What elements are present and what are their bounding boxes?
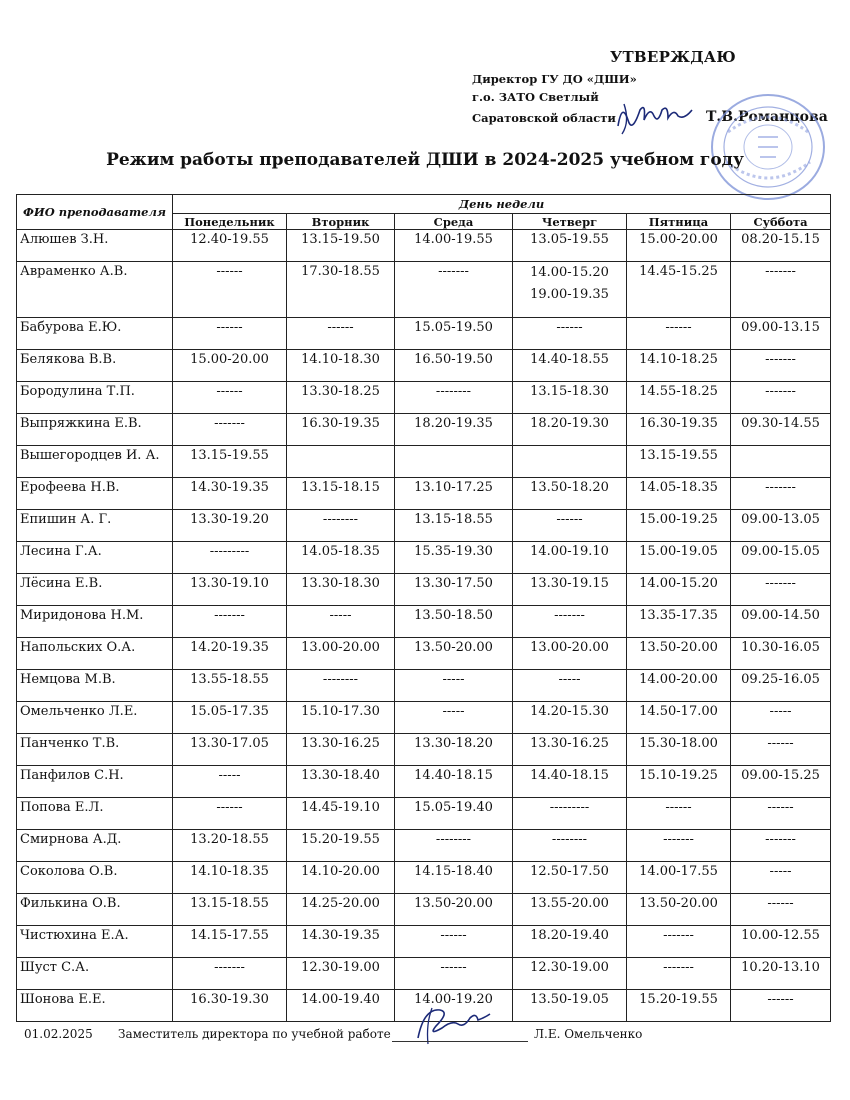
- schedule-cell: 13.50-20.00: [627, 638, 731, 670]
- schedule-cell: -----: [173, 766, 287, 798]
- schedule-cell: -------: [173, 606, 287, 638]
- schedule-cell: 09.00-15.05: [731, 542, 831, 574]
- header-day-sat: Суббота: [731, 214, 831, 230]
- schedule-cell: 09.00-15.25: [731, 766, 831, 798]
- schedule-cell: 12.40-19.55: [173, 230, 287, 262]
- teacher-name: Шонова Е.Е.: [17, 990, 173, 1022]
- schedule-cell: ------: [395, 958, 513, 990]
- table-row: [17, 478, 831, 510]
- table-row: [17, 702, 831, 734]
- schedule-cell: 13.00-20.00: [513, 638, 627, 670]
- schedule-cell: 12.30-19.00: [513, 958, 627, 990]
- schedule-cell: -----: [513, 670, 627, 702]
- approval-line-2: г.о. ЗАТО Светлый: [472, 90, 599, 104]
- table-row: [17, 638, 831, 670]
- schedule-cell-line: 19.00-19.35: [530, 287, 609, 302]
- schedule-cell: --------: [513, 830, 627, 862]
- schedule-cell: 18.20-19.30: [513, 414, 627, 446]
- schedule-cell: 13.10-17.25: [395, 478, 513, 510]
- schedule-cell: 08.20-15.15: [731, 230, 831, 262]
- schedule-cell: ------: [287, 318, 395, 350]
- schedule-cell: 15.20-19.55: [287, 830, 395, 862]
- schedule-cell: 10.20-13.10: [731, 958, 831, 990]
- header-day-tue: Вторник: [287, 214, 395, 230]
- schedule-cell: 15.05-19.50: [395, 318, 513, 350]
- table-row: [17, 734, 831, 766]
- header-fio: ФИО преподавателя: [17, 195, 173, 230]
- schedule-cell: 09.00-13.15: [731, 318, 831, 350]
- schedule-cell: 13.50-20.00: [395, 894, 513, 926]
- schedule-cell: -------: [731, 382, 831, 414]
- schedule-cell: 15.05-19.40: [395, 798, 513, 830]
- schedule-cell: 13.50-19.05: [513, 990, 627, 1022]
- schedule-cell: 13.15-19.55: [627, 446, 731, 478]
- teacher-name: Миридонова Н.М.: [17, 606, 173, 638]
- schedule-cell: -------: [731, 478, 831, 510]
- schedule-cell: 14.00-19.20: [395, 990, 513, 1022]
- teacher-name: Немцова М.В.: [17, 670, 173, 702]
- schedule-cell: 13.20-18.55: [173, 830, 287, 862]
- schedule-cell: -------: [627, 926, 731, 958]
- schedule-cell: 13.30-17.50: [395, 574, 513, 606]
- schedule-cell: 15.00-19.05: [627, 542, 731, 574]
- schedule-cell: 14.25-20.00: [287, 894, 395, 926]
- table-row: [17, 606, 831, 638]
- schedule-cell: 13.30-19.10: [173, 574, 287, 606]
- schedule-cell: 13.30-17.05: [173, 734, 287, 766]
- schedule-cell: 13.30-19.15: [513, 574, 627, 606]
- schedule-cell: 14.10-20.00: [287, 862, 395, 894]
- schedule-cell: 14.10-18.30: [287, 350, 395, 382]
- table-row: [17, 574, 831, 606]
- schedule-cell: 14.30-19.35: [173, 478, 287, 510]
- schedule-cell: 14.00-19.10: [513, 542, 627, 574]
- schedule-cell: 13.50-18.50: [395, 606, 513, 638]
- table-row: [17, 830, 831, 862]
- schedule-cell: ------: [731, 990, 831, 1022]
- schedule-cell: 14.00-19.40: [287, 990, 395, 1022]
- schedule-cell: [395, 446, 513, 478]
- schedule-cell: 09.30-14.55: [731, 414, 831, 446]
- schedule-cell: 13.55-18.55: [173, 670, 287, 702]
- schedule-cell: 13.55-20.00: [513, 894, 627, 926]
- schedule-cell: 14.55-18.25: [627, 382, 731, 414]
- schedule-cell: 13.15-18.15: [287, 478, 395, 510]
- teacher-name: Лёсина Е.В.: [17, 574, 173, 606]
- schedule-cell: -----: [287, 606, 395, 638]
- schedule-cell: 13.50-18.20: [513, 478, 627, 510]
- schedule-cell: 14.20-15.30: [513, 702, 627, 734]
- schedule-cell: -------: [173, 414, 287, 446]
- schedule-cell: ---------: [513, 798, 627, 830]
- header-day-fri: Пятница: [627, 214, 731, 230]
- schedule-cell: 14.05-18.35: [287, 542, 395, 574]
- teacher-name: Бабурова Е.Ю.: [17, 318, 173, 350]
- table-row: [17, 894, 831, 926]
- table-row: [17, 670, 831, 702]
- teacher-name: Напольских О.А.: [17, 638, 173, 670]
- teacher-name: Панченко Т.В.: [17, 734, 173, 766]
- schedule-cell: 15.20-19.55: [627, 990, 731, 1022]
- schedule-cell: -------: [731, 350, 831, 382]
- schedule-cell: 13.15-18.30: [513, 382, 627, 414]
- teacher-name: Выпряжкина Е.В.: [17, 414, 173, 446]
- signature-line: [392, 1041, 528, 1042]
- teacher-name: Филькина О.В.: [17, 894, 173, 926]
- schedule-cell: 13.30-18.30: [287, 574, 395, 606]
- header-weekday: День недели: [173, 195, 831, 214]
- schedule-cell: ------: [173, 318, 287, 350]
- schedule-cell: 16.30-19.30: [173, 990, 287, 1022]
- schedule-cell: 13.05-19.55: [513, 230, 627, 262]
- schedule-cell: 16.30-19.35: [627, 414, 731, 446]
- schedule-cell: 14.00-15.20: [627, 574, 731, 606]
- schedule-cell: 15.00-20.00: [627, 230, 731, 262]
- table-row: [17, 958, 831, 990]
- teacher-name: Омельченко Л.Е.: [17, 702, 173, 734]
- schedule-cell: ------: [627, 798, 731, 830]
- teacher-name: Алюшев З.Н.: [17, 230, 173, 262]
- schedule-cell: 09.00-14.50: [731, 606, 831, 638]
- schedule-cell: 15.00-19.25: [627, 510, 731, 542]
- schedule-cell: -------: [731, 830, 831, 862]
- schedule-cell: 13.35-17.35: [627, 606, 731, 638]
- schedule-cell: 17.30-18.55: [287, 262, 395, 318]
- schedule-cell-line: 14.00-15.20: [530, 265, 609, 280]
- table-row: [17, 862, 831, 894]
- schedule-cell: -------: [731, 262, 831, 318]
- schedule-cell: 13.30-18.25: [287, 382, 395, 414]
- schedule-cell: ------: [627, 318, 731, 350]
- schedule-cell: ------: [173, 798, 287, 830]
- schedule-cell: 14.30-19.35: [287, 926, 395, 958]
- schedule-cell: 10.30-16.05: [731, 638, 831, 670]
- schedule-cell: 15.10-17.30: [287, 702, 395, 734]
- teacher-name: Лесина Г.А.: [17, 542, 173, 574]
- schedule-cell: 13.15-18.55: [173, 894, 287, 926]
- schedule-cell: 13.30-18.40: [287, 766, 395, 798]
- schedule-cell: ------: [513, 318, 627, 350]
- schedule-cell: 13.30-16.25: [287, 734, 395, 766]
- header-day-wed: Среда: [395, 214, 513, 230]
- header-day-mon: Понедельник: [173, 214, 287, 230]
- table-row: [17, 230, 831, 262]
- schedule-cell: 12.50-17.50: [513, 862, 627, 894]
- schedule-cell: 09.25-16.05: [731, 670, 831, 702]
- schedule-cell: [287, 446, 395, 478]
- schedule-cell: 13.50-20.00: [627, 894, 731, 926]
- schedule-cell: [513, 446, 627, 478]
- approval-line-3: Саратовской области: [472, 111, 616, 125]
- schedule-cell: ---------: [173, 542, 287, 574]
- schedule-cell: -----: [731, 862, 831, 894]
- schedule-cell: ------: [173, 382, 287, 414]
- schedule-cell: -----: [731, 702, 831, 734]
- schedule-cell: 18.20-19.35: [395, 414, 513, 446]
- schedule-cell: 13.15-19.50: [287, 230, 395, 262]
- table-row: [17, 414, 831, 446]
- header-day-thu: Четверг: [513, 214, 627, 230]
- approval-heading: УТВЕРЖДАЮ: [610, 48, 736, 66]
- footer-date: 01.02.2025: [24, 1027, 93, 1041]
- schedule-cell: 13.50-20.00: [395, 638, 513, 670]
- schedule-cell: 15.05-17.35: [173, 702, 287, 734]
- teacher-name: Белякова В.В.: [17, 350, 173, 382]
- schedule-cell: 16.50-19.50: [395, 350, 513, 382]
- table-row: [17, 510, 831, 542]
- schedule-cell: ------: [731, 798, 831, 830]
- schedule-cell: [731, 446, 831, 478]
- teacher-name: Бородулина Т.П.: [17, 382, 173, 414]
- schedule-cell: 14.10-18.35: [173, 862, 287, 894]
- schedule-cell: -------: [395, 262, 513, 318]
- teacher-name: Шуст С.А.: [17, 958, 173, 990]
- schedule-cell: 12.30-19.00: [287, 958, 395, 990]
- schedule-table: [16, 194, 831, 1022]
- schedule-cell: 13.30-16.25: [513, 734, 627, 766]
- schedule-cell: [513, 262, 627, 318]
- schedule-cell: 13.15-19.55: [173, 446, 287, 478]
- schedule-cell: -------: [173, 958, 287, 990]
- schedule-cell: 10.00-12.55: [731, 926, 831, 958]
- director-name: Т.В.Романцова: [706, 109, 828, 125]
- table-row: [17, 318, 831, 350]
- table-row: [17, 382, 831, 414]
- schedule-cell: 15.00-20.00: [173, 350, 287, 382]
- teacher-name: Ерофеева Н.В.: [17, 478, 173, 510]
- table-row: [17, 926, 831, 958]
- schedule-cell: 14.40-18.15: [395, 766, 513, 798]
- table-row: [17, 262, 831, 318]
- schedule-cell: 14.00-17.55: [627, 862, 731, 894]
- schedule-cell: ------: [173, 262, 287, 318]
- schedule-cell: 15.35-19.30: [395, 542, 513, 574]
- schedule-cell: -------: [731, 574, 831, 606]
- schedule-cell: --------: [395, 830, 513, 862]
- schedule-cell: ------: [731, 734, 831, 766]
- teacher-name: Соколова О.В.: [17, 862, 173, 894]
- schedule-cell: ------: [395, 926, 513, 958]
- schedule-cell: 13.15-18.55: [395, 510, 513, 542]
- table-row: [17, 798, 831, 830]
- schedule-cell: 15.30-18.00: [627, 734, 731, 766]
- approval-line-1: Директор ГУ ДО «ДШИ»: [472, 72, 637, 86]
- schedule-cell: -------: [513, 606, 627, 638]
- footer-role: Заместитель директора по учебной работе: [118, 1027, 391, 1041]
- schedule-cell: 14.10-18.25: [627, 350, 731, 382]
- schedule-cell: 14.50-17.00: [627, 702, 731, 734]
- teacher-name: Панфилов С.Н.: [17, 766, 173, 798]
- schedule-cell: 14.00-20.00: [627, 670, 731, 702]
- schedule-cell: 16.30-19.35: [287, 414, 395, 446]
- schedule-cell: 13.30-18.20: [395, 734, 513, 766]
- schedule-cell: -----: [395, 670, 513, 702]
- schedule-cell: ------: [731, 894, 831, 926]
- teacher-name: Чистюхина Е.А.: [17, 926, 173, 958]
- schedule-cell: 13.00-20.00: [287, 638, 395, 670]
- schedule-cell: 14.15-17.55: [173, 926, 287, 958]
- schedule-cell: --------: [287, 510, 395, 542]
- schedule-cell: 14.40-18.55: [513, 350, 627, 382]
- schedule-cell: 15.10-19.25: [627, 766, 731, 798]
- schedule-cell: 14.15-18.40: [395, 862, 513, 894]
- teacher-name: Смирнова А.Д.: [17, 830, 173, 862]
- schedule-cell: 14.00-19.55: [395, 230, 513, 262]
- table-row: [17, 766, 831, 798]
- schedule-cell: 14.05-18.35: [627, 478, 731, 510]
- schedule-cell: 18.20-19.40: [513, 926, 627, 958]
- schedule-cell: -------: [627, 958, 731, 990]
- schedule-cell: 09.00-13.05: [731, 510, 831, 542]
- table-row: [17, 446, 831, 478]
- schedule-cell: 14.20-19.35: [173, 638, 287, 670]
- page-title: Режим работы преподавателей ДШИ в 2024-2025 учебном году: [106, 150, 744, 170]
- table-row: [17, 542, 831, 574]
- schedule-cell: 13.30-19.20: [173, 510, 287, 542]
- schedule-cell: -------: [627, 830, 731, 862]
- schedule-cell: -----: [395, 702, 513, 734]
- teacher-name: Авраменко А.В.: [17, 262, 173, 318]
- schedule-cell: ------: [513, 510, 627, 542]
- footer-person: Л.Е. Омельченко: [534, 1027, 643, 1041]
- schedule-cell: 14.45-19.10: [287, 798, 395, 830]
- schedule-cell: 14.40-18.15: [513, 766, 627, 798]
- teacher-name: Епишин А. Г.: [17, 510, 173, 542]
- teacher-name: Попова Е.Л.: [17, 798, 173, 830]
- director-signature: [612, 96, 700, 140]
- table-row: [17, 350, 831, 382]
- schedule-cell: 14.45-15.25: [627, 262, 731, 318]
- schedule-cell: --------: [287, 670, 395, 702]
- teacher-name: Вышегородцев И. А.: [17, 446, 173, 478]
- schedule-cell: --------: [395, 382, 513, 414]
